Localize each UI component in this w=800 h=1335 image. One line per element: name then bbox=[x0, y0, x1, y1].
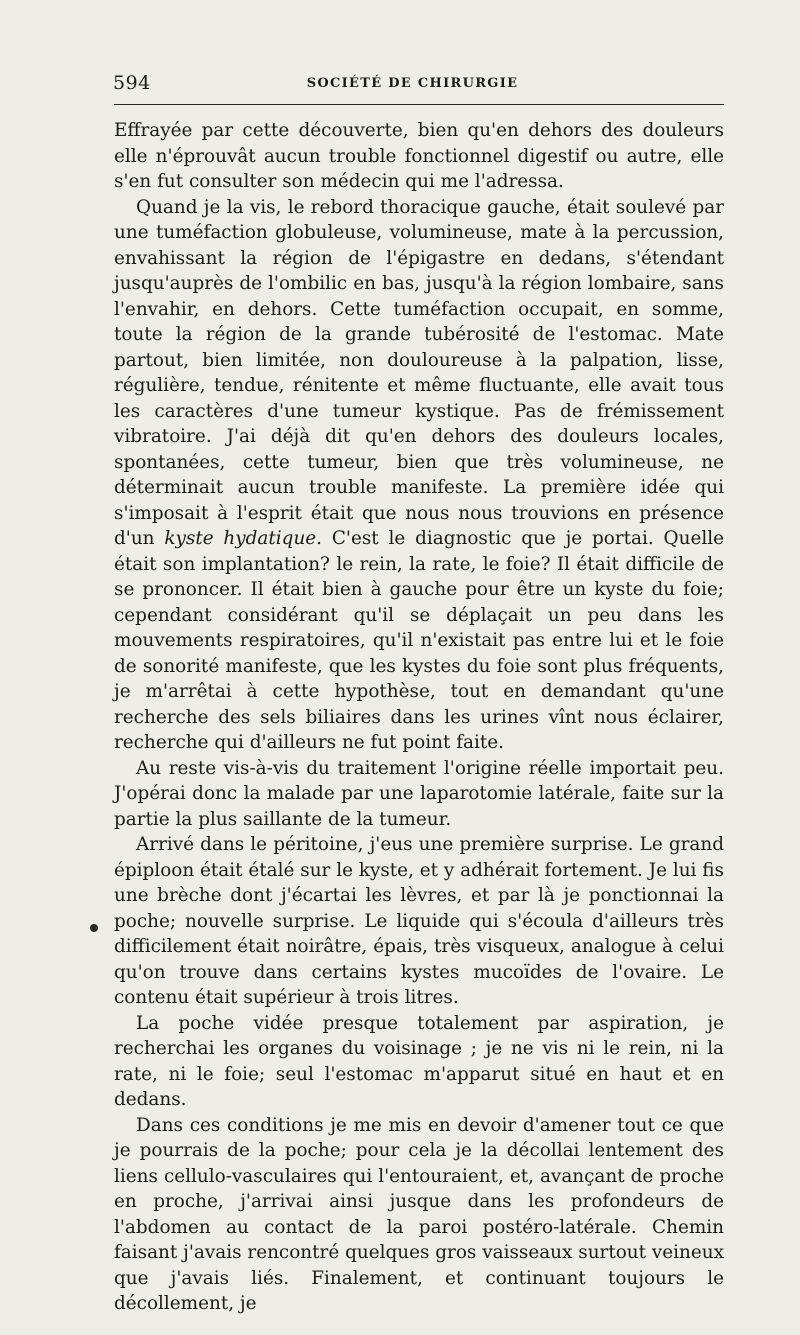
paragraph-3 bbox=[114, 756, 724, 833]
header-rule bbox=[114, 104, 724, 105]
paragraph-text: Au reste vis-à-vis du traitement l'origine réelle importait peu. J'opérai donc la malade par une laparotomie latérale, faite sur la partie la plus saillante de la tumeur. bbox=[114, 757, 724, 830]
paragraph-4 bbox=[114, 832, 724, 1011]
paragraph-text: La poche vidée presque totalement par aspiration, je recherchai les organes du voisinage ; je ne vis ni le rein, ni la rate, ni le foie; seul l'estomac m'apparut situé en haut et en dedans. bbox=[114, 1012, 724, 1110]
page-number: 594 bbox=[113, 72, 151, 94]
paragraph-text: Dans ces conditions je me mis en devoir d'amener tout ce que je pourrais de la poche; pour cela je la décollai lentement des liens cellulo-vasculaires qui l'entouraient, et, avançant de proche en proche, j'arrivai ainsi jusque dans les profondeurs de l'abdomen au contact de la paroi postéro-latérale. Chemin faisant j'avais rencontré quelques gros vaisseaux surtout veineux que j'avais liés. Finalement, et continuant toujours le décollement, je bbox=[114, 1114, 724, 1314]
paragraph-1 bbox=[114, 118, 724, 195]
paragraph-text: Quand je la vis, le rebord thoracique gauche, était soulevé par une tuméfaction globuleuse, volumineuse, mate à la percussion, envahissant la région de l'épigastre en dedans, s'étendant jusqu'auprès de l'ombilic en bas, jusqu'à la région lombaire, sans l'envahir, en dehors. Cette tuméfaction occupait, en somme, toute la région de la grande tubérosité de l'estomac. Mate partout, bien limitée, non douloureuse à la palpation, lisse, régulière, tendue, rénitente et même fluctuante, elle avait tous les caractères d'une tumeur kystique. Pas de frémissement vibratoire. J'ai déjà dit qu'en dehors des douleurs locales, spontanées, cette tumeur, bien que très volumineuse, ne déterminait aucun trouble manifeste. La première idée qui s'imposait à l'esprit était que nous nous trouvions en présence d'un bbox=[114, 196, 724, 549]
paragraph-2 bbox=[114, 195, 724, 756]
running-title: SOCIÉTÉ DE CHIRURGIE bbox=[306, 76, 519, 91]
paragraph-text: Arrivé dans le péritoine, j'eus une première surprise. Le grand épiploon était étalé sur le kyste, et y adhérait fortement. Je lui fis une brèche dont j'écartai les lèvres, et par là je ponctionnai la poche; nouvelle surprise. Le liquide qui s'écoula d'ailleurs très difficilement était noirâtre, épais, très visqueux, analogue à celui qu'on trouve dans certains kystes mucoïdes de l'ovaire. Le contenu était supérieur à trois litres. bbox=[114, 834, 724, 1008]
margin-ink-spot bbox=[90, 924, 98, 932]
paragraph-text: Effrayée par cette découverte, bien qu'en dehors des douleurs elle n'éprouvât aucun trouble fonctionnel digestif ou autre, elle s'en fut consulter son médecin qui me l'adressa. bbox=[114, 120, 724, 192]
diagnosis-italic: kyste hydatique. bbox=[164, 528, 323, 549]
paragraph-text-continued: C'est le diagnostic que je portai. Quelle était son implantation? le rein, la rate, le foie? Il était difficile de se prononcer. Il était bien à gauche pour être un kyste du foie; cependant considérant qu'il se déplaçait un peu dans les mouvements respiratoires, qu'il n'existait pas entre lui et le foie de sonorité manifeste, que les kystes du foie sont plus fréquents, je m'arrêtai à cette hypothèse, tout en demandant qu'une recherche des sels biliaires dans les urines vînt nous éclairer, recherche qui d'ailleurs ne fut point faite. bbox=[114, 528, 724, 753]
body-text bbox=[114, 118, 724, 1317]
paragraph-5 bbox=[114, 1011, 724, 1113]
paragraph-6 bbox=[114, 1113, 724, 1317]
